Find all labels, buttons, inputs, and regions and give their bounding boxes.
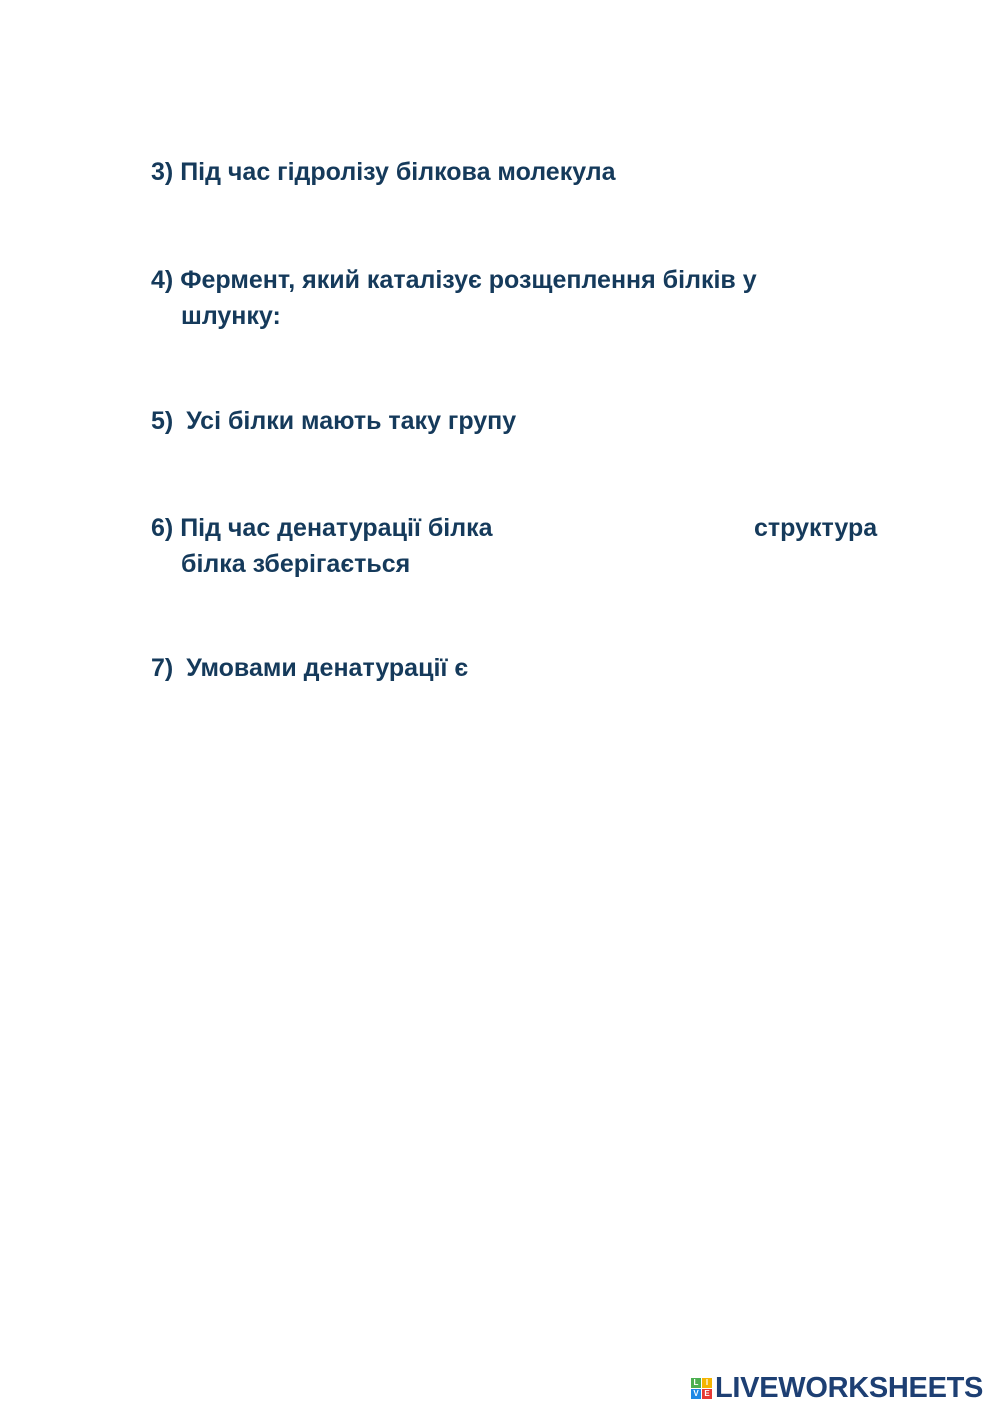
question-4 [151,262,757,334]
logo-grid-cell: L [691,1378,701,1388]
question-number: 4) [151,266,174,294]
logo-grid-icon [691,1378,712,1399]
question-text-right: структура [754,514,878,542]
question-number: 5) [151,407,174,435]
question-number: 7) [151,654,174,682]
question-text: Під час денатурації білка [180,514,493,542]
question-text-line2: шлунку: [181,302,281,330]
question-5 [151,403,516,439]
question-text-line2: білка зберігається [181,550,411,578]
logo-text: LIVEWORKSHEETS [715,1371,984,1404]
logo-grid-cell: E [702,1389,712,1399]
question-number: 3) [151,158,174,186]
logo-grid-cell: V [691,1389,701,1399]
question-text: Фермент, який каталізує розщеплення білків у [180,266,757,294]
question-7 [151,650,468,686]
liveworksheets-logo [691,1371,983,1405]
question-3 [151,154,616,190]
question-text: Під час гідролізу білкова молекула [180,158,616,186]
logo-grid-cell: I [702,1378,712,1388]
question-text: Усі білки мають таку групу [186,407,517,435]
question-6 [151,510,891,582]
question-text: Умовами денатурації є [186,654,469,682]
question-number: 6) [151,514,174,542]
